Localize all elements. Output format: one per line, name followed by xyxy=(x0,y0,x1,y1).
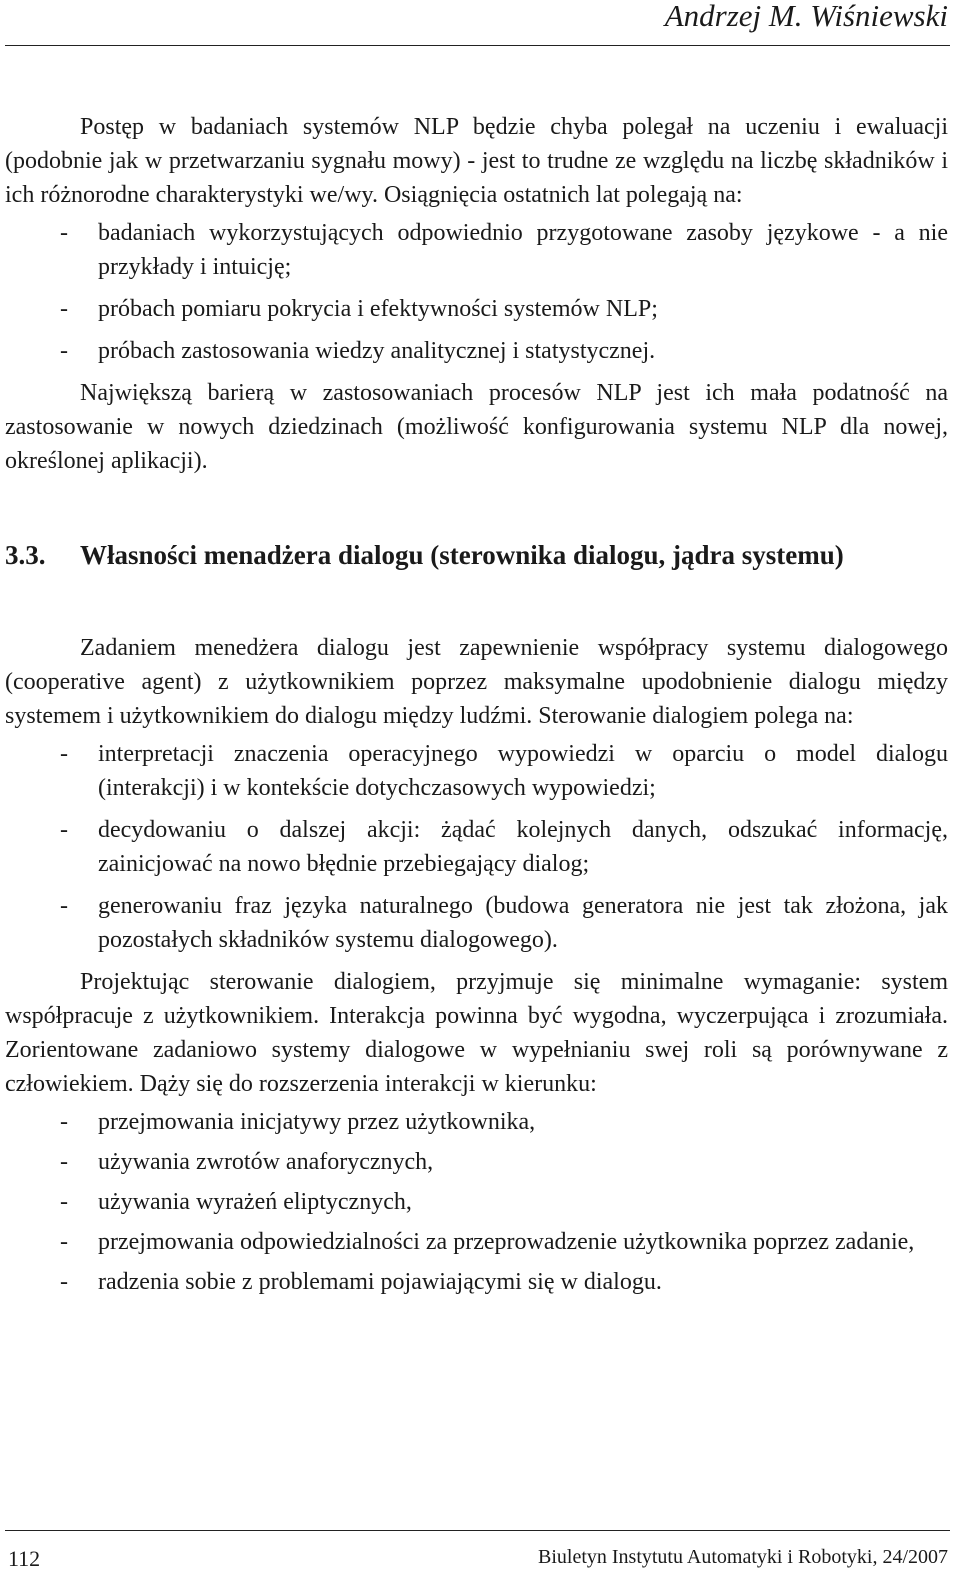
list-item xyxy=(5,1225,948,1259)
list-dialog-control xyxy=(5,737,948,957)
list-item xyxy=(5,1105,948,1139)
list-dash: - xyxy=(60,1229,68,1255)
list-item xyxy=(5,292,948,326)
list-item xyxy=(5,334,948,368)
list-item-text: przejmowania odpowiedzialności za przeprowadzenie użytkownika poprzez zadanie, xyxy=(98,1229,915,1255)
section-heading xyxy=(5,538,948,573)
list-dash: - xyxy=(60,1189,68,1215)
list-item xyxy=(5,813,948,881)
section-title: Własności menadżera dialogu (sterownika dialogu, jądra systemu) xyxy=(80,540,844,570)
running-header-author: Andrzej M. Wiśniewski xyxy=(664,0,948,33)
list-dash: - xyxy=(60,338,68,364)
page-number: 112 xyxy=(8,1546,41,1571)
footer-rule xyxy=(5,1530,950,1531)
list-dash: - xyxy=(60,741,68,767)
list-item-text: badaniach wykorzystujących odpowiednio przygotowane zasoby językowe - a nie przykłady i intuicję; xyxy=(98,220,948,280)
header-rule xyxy=(5,45,950,46)
list-item-text: decydowaniu o dalszej akcji: żądać kolejnych danych, odszukać informację, zainicjować na nowo błędnie przebiegający dialog; xyxy=(98,817,948,877)
list-item-text: próbach zastosowania wiedzy analitycznej i statystycznej. xyxy=(98,338,656,364)
list-item xyxy=(5,1185,948,1219)
list-item xyxy=(5,216,948,284)
section-number: 3.3. xyxy=(5,540,46,570)
list-item xyxy=(5,1265,948,1299)
list-item-text: używania zwrotów anaforycznych, xyxy=(98,1149,434,1175)
list-item-text: próbach pomiaru pokrycia i efektywności systemów NLP; xyxy=(98,296,658,322)
list-item-text: interpretacji znaczenia operacyjnego wypowiedzi w oparciu o model dialogu (interakcji) i w kontekście dotychczasowych wypowiedzi; xyxy=(98,741,948,801)
list-item-text: używania wyrażeń eliptycznych, xyxy=(98,1189,412,1215)
section-spacer xyxy=(5,573,948,631)
list-dash: - xyxy=(60,1269,68,1295)
list-dash: - xyxy=(60,1109,68,1135)
list-dash: - xyxy=(60,817,68,843)
list-achievements xyxy=(5,216,948,368)
list-dash: - xyxy=(60,296,68,322)
paragraph-design-requirements: Projektując sterowanie dialogiem, przyjmuje się minimalne wymaganie: system współpracuje z użytkownikiem. Interakcja powinna być wygodna, wyczerpująca i zrozumiała. Zorientowane zadaniowo systemy dialogowe w wypełnianiu swej roli są porównywane z człowiekiem. Dąży się do rozszerzenia interakcji w kierunku: xyxy=(5,969,948,1097)
list-item-text: przejmowania inicjatywy przez użytkownika, xyxy=(98,1109,536,1135)
list-dash: - xyxy=(60,1149,68,1175)
paragraph-nlp-progress: Postęp w badaniach systemów NLP będzie chyba polegał na uczeniu i ewaluacji (podobnie jak w przetwarzaniu sygnału mowy) - jest to trudne ze względu na liczbę składników i ich różnorodne charakterystyki we/wy. Osiągnięcia ostatnich lat polegają na: xyxy=(5,114,948,208)
list-dash: - xyxy=(60,220,68,246)
list-dash: - xyxy=(60,893,68,919)
body-text xyxy=(5,110,948,1307)
list-item xyxy=(5,889,948,957)
paragraph-nlp-barrier: Największą barierą w zastosowaniach procesów NLP jest ich mała podatność na zastosowanie w nowych dziedzinach (możliwość konfigurowania systemu NLP dla nowej, określonej aplikacji). xyxy=(5,380,948,474)
list-item xyxy=(5,1145,948,1179)
list-item-text: generowaniu fraz języka naturalnego (budowa generatora nie jest tak złożona, jak pozostałych składników systemu dialogowego). xyxy=(98,893,948,953)
list-item xyxy=(5,737,948,805)
list-item-text: radzenia sobie z problemami pojawiającymi się w dialogu. xyxy=(98,1269,662,1295)
paragraph-dialog-manager: Zadaniem menedżera dialogu jest zapewnienie współpracy systemu dialogowego (cooperative agent) z użytkownikiem poprzez maksymalne upodobnienie dialogu między systemem i użytkownikiem do dialogu między ludźmi. Sterowanie dialogiem polega na: xyxy=(5,635,948,729)
journal-footer: Biuletyn Instytutu Automatyki i Robotyki, 24/2007 xyxy=(537,1546,948,1568)
list-interaction-extensions xyxy=(5,1105,948,1299)
